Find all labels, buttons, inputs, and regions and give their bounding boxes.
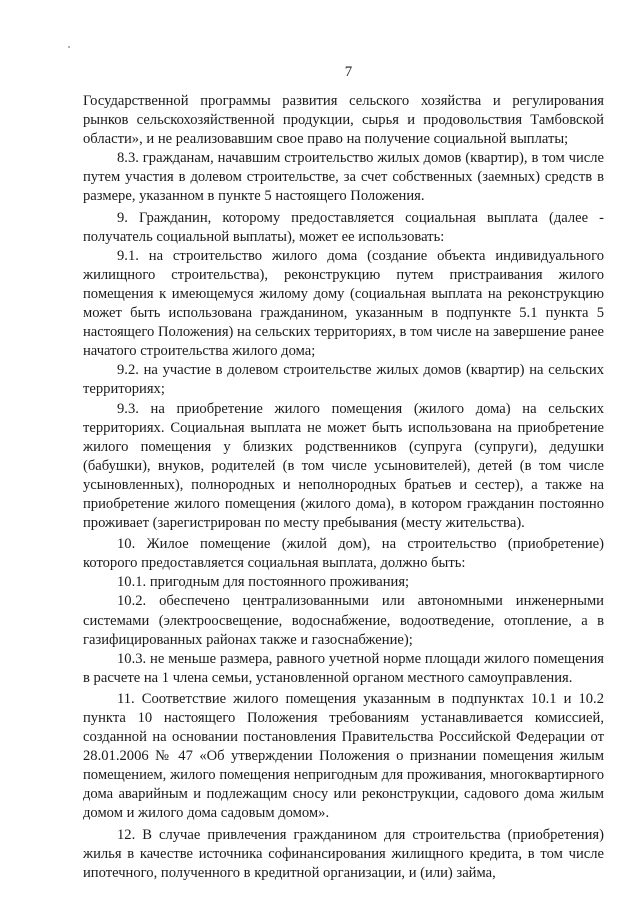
- page-number: 7: [344, 64, 353, 80]
- paragraph-9-3: 9.3. на приобретение жилого помещения (жилого дома) на сельских территориях. Социальная выплата не может быть использована на приобретение жилого помещения у близких родственников (супруга (супруги), дедушки (бабушки), внуков, родителей (в том числе усыновителей), детей (в том числе усыновленных), полнородных и неполнородных братьев и сестер), а также на приобретение жилого помещения (жилого дома), в котором гражданин постоянно проживает (зарегистрирован по месту пребывания (месту жительства).: [83, 400, 604, 532]
- paragraph-9-1: 9.1. на строительство жилого дома (создание объекта индивидуального жилищного строительства), реконструкцию путем пристраивания жилого помещения к имеющемуся жилому дому (социальная выплата на реконструкцию может быть использована гражданином, указанным в подпункте 5.1 пункта 5 настоящего Положения) на сельских территориях, в том числе на завершение ранее начатого строительства жилого дома;: [83, 247, 604, 360]
- paragraph-continuation: Государственной программы развития сельского хозяйства и регулирования рынков сельскохозяйственной продукции, сырья и продовольствия Тамбовской области», и не реализовавшим свое право на получение социальной выплаты;: [83, 93, 604, 148]
- paragraph-10: 10. Жилое помещение (жилой дом), на строительство (приобретение) которого предоставляется социальная выплата, должно быть:: [83, 536, 604, 572]
- paragraph-9: 9. Гражданин, которому предоставляется социальная выплата (далее - получатель социальной выплаты), может ее использовать:: [83, 209, 604, 245]
- scan-speck: [68, 46, 70, 48]
- paragraph-10-3: 10.3. не меньше размера, равного учетной норме площади жилого помещения в расчете на 1 члена семьи, установленной органом местного самоуправления.: [83, 650, 604, 686]
- paragraph-11: 11. Соответствие жилого помещения указанным в подпунктах 10.1 и 10.2 пункта 10 настоящего Положения требованиям устанавливается комиссией, созданной на основании постановления Правительства Российской Федерации от 28.01.2006 № 47 «Об утверждении Положения о признании помещения жилым помещением, жилого помещения непригодным для проживания, многоквартирного дома аварийным и подлежащим сносу или реконструкции, садового дома жилым домом и жилого дома садовым домом».: [83, 690, 604, 822]
- paragraph-10-2: 10.2. обеспечено централизованными или автономными инженерными системами (электроосвещение, водоснабжение, водоотведение, отопление, а в газифицированных районах также и газоснабжение);: [83, 593, 604, 648]
- paragraph-10-1: 10.1. пригодным для постоянного проживания;: [117, 574, 410, 591]
- paragraph-8-3: 8.3. гражданам, начавшим строительство жилых домов (квартир), в том числе путем участия в долевом строительстве, за счет собственных (заемных) средств в размере, указанном в пункте 5 настоящего Положения.: [83, 150, 604, 205]
- paragraph-9-2: 9.2. на участие в долевом строительстве жилых домов (квартир) на сельских территориях;: [83, 362, 604, 398]
- paragraph-12: 12. В случае привлечения гражданином для строительства (приобретения) жилья в качестве источника софинансирования жилищного кредита, в том числе ипотечного, полученного в кредитной организации, и (или) займа,: [83, 826, 604, 881]
